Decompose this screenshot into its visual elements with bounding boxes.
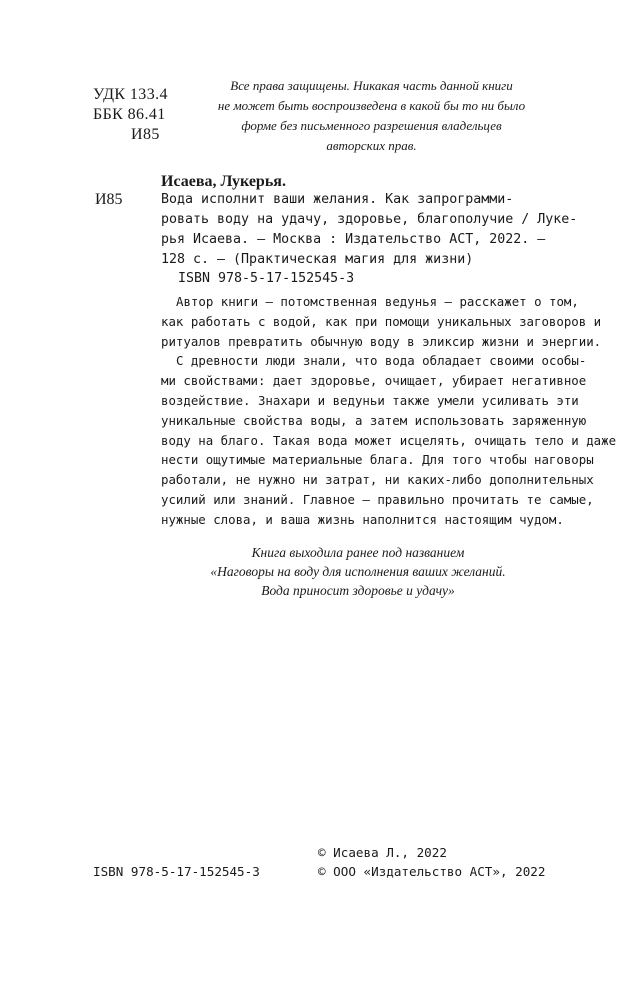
- rights-notice: [203, 76, 540, 156]
- previous-title-line: Книга выходила ранее под названием: [251, 545, 465, 560]
- abstract-line: Автор книги — потомственная ведунья – расскажет о том,: [176, 294, 579, 309]
- rights-line: авторских прав.: [326, 138, 417, 153]
- abstract-line: воду на благо. Такая вода может исцелять, очищать тело и даже: [161, 432, 617, 448]
- abstract-line: как работать с водой, как при помощи уникальных заговоров и: [161, 313, 602, 329]
- bib-line: 128 с. — (Практическая магия для жизни): [161, 252, 474, 267]
- author-mark: И85: [131, 126, 160, 143]
- abstract-paragraph-2: [161, 351, 617, 529]
- previous-title-line: Вода приносит здоровье и удачу»: [261, 583, 455, 598]
- abstract: [161, 292, 617, 530]
- copyright-author: © Исаева Л., 2022: [318, 845, 447, 860]
- previous-title-note: [160, 543, 556, 600]
- rights-line: форме без письменного разрешения владельцев: [241, 118, 502, 133]
- abstract-line: ритуалов превратить обычную воду в эликсир жизни и энергии.: [161, 333, 602, 349]
- abstract-line: уникальные свойства воды, а затем использовать заряженную: [161, 412, 587, 428]
- abstract-line: усилий или знаний. Главное — правильно прочитать те самые,: [161, 491, 594, 507]
- copyright-block: [318, 843, 545, 881]
- classification-block: [93, 85, 168, 145]
- previous-title-line: «Наговоры на воду для исполнения ваших желаний.: [210, 564, 506, 579]
- udk-code: УДК 133.4: [93, 86, 168, 103]
- bibliographic-description: [161, 190, 578, 270]
- copyright-publisher: © ООО «Издательство АСТ», 2022: [318, 864, 546, 879]
- rights-line: не может быть воспроизведена в какой бы то ни было: [217, 98, 526, 113]
- abstract-line: нужные слова, и ваша жизнь наполнится настоящим чудом.: [161, 511, 564, 527]
- bib-line: Вода исполнит ваши желания. Как запрограмми-: [161, 192, 514, 207]
- abstract-line: нести ощутимые материальные блага. Для того чтобы наговоры: [161, 452, 594, 468]
- abstract-paragraph-1: [161, 292, 602, 351]
- abstract-line: воздействие. Знахари и ведуньи также умели усиливать эти: [161, 392, 579, 408]
- abstract-line: ми свойствами: дает здоровье, очищает, убирает негативное: [161, 373, 587, 389]
- footer-isbn: ISBN 978-5-17-152545-3: [93, 864, 260, 879]
- bib-line: рья Исаева. — Москва : Издательство АСТ, 2022. —: [161, 232, 546, 247]
- author-heading: Исаева, Лукерья.: [161, 173, 286, 190]
- rights-line: Все права защищены. Никакая часть данной книги: [230, 78, 513, 93]
- catalog-isbn: ISBN 978-5-17-152545-3: [178, 271, 355, 286]
- bib-line: ровать воду на удачу, здоровье, благополучие / Луке-: [161, 212, 578, 227]
- bbk-code: ББК 86.41: [93, 106, 166, 123]
- abstract-line: С древности люди знали, что вода обладает своими особы-: [176, 353, 587, 369]
- abstract-line: работали, не нужно ни затрат, ни каких-либо дополнительных: [161, 472, 594, 488]
- side-author-mark: И85: [95, 191, 123, 208]
